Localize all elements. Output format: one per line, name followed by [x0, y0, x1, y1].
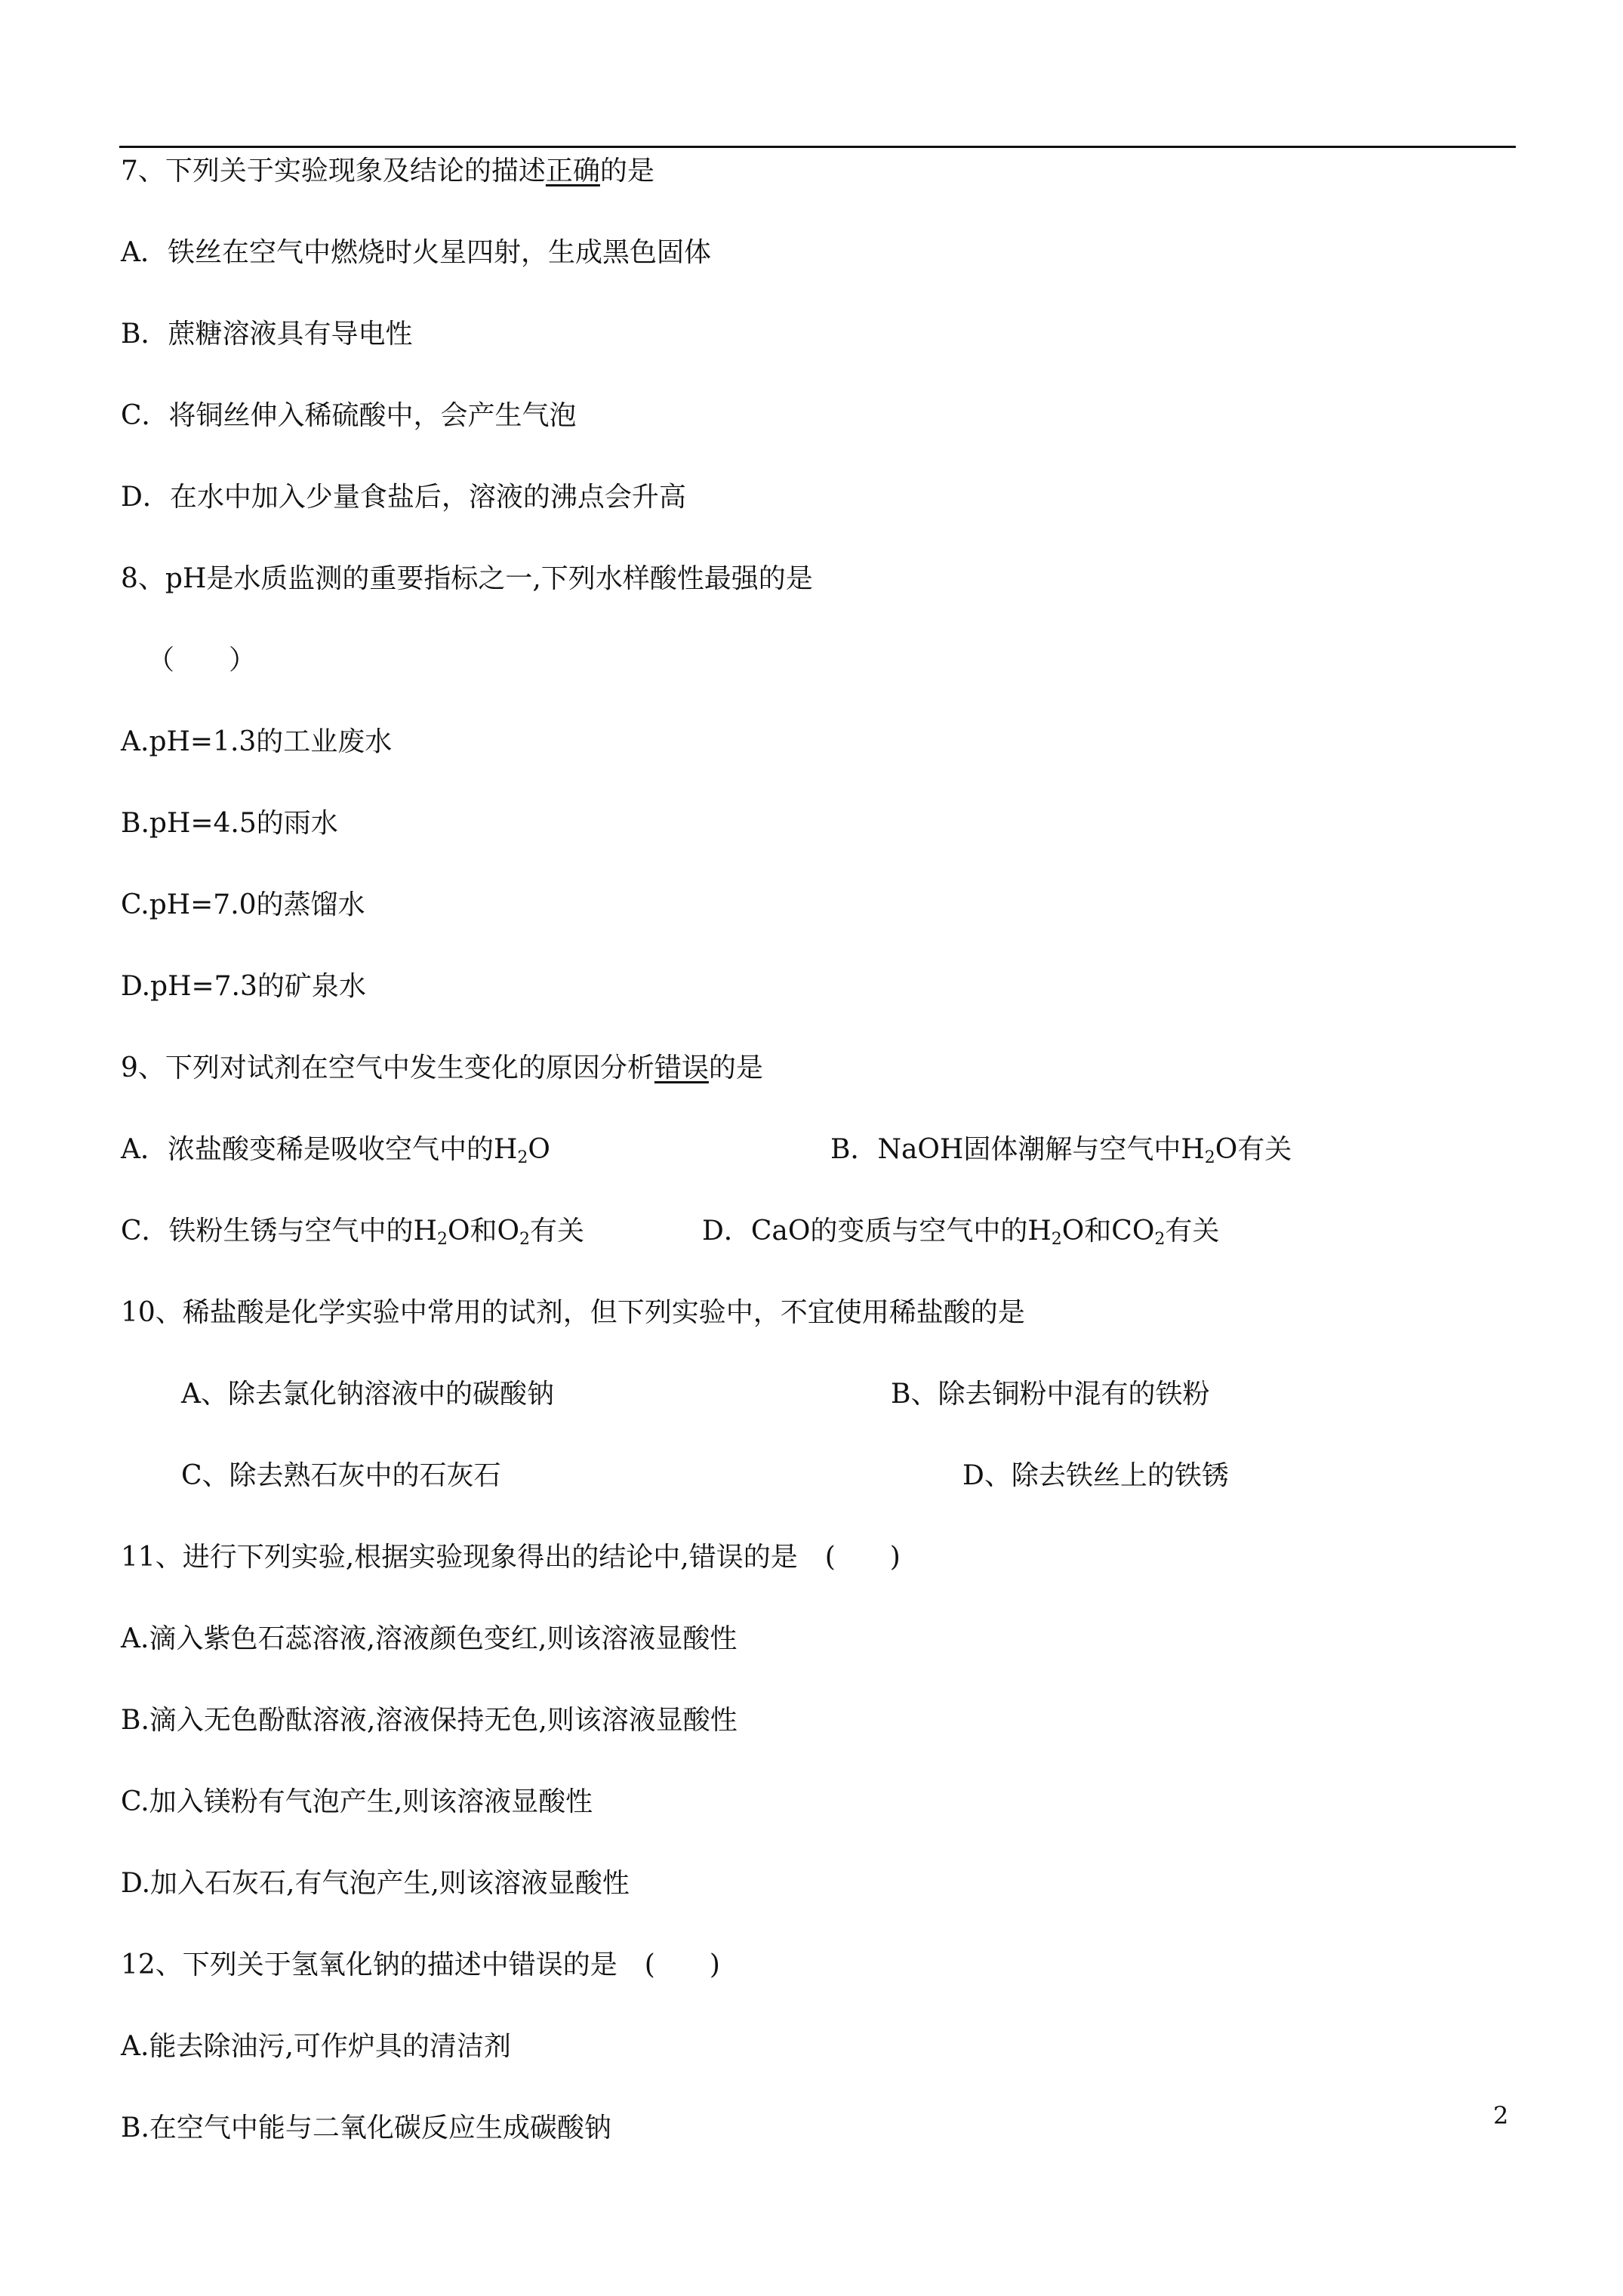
q9-stem-end: 的是	[708, 1052, 763, 1083]
q7-option-c: C．将铜丝伸入稀硫酸中，会产生气泡	[121, 400, 577, 431]
q7-stem-end: 的是	[599, 156, 654, 186]
q9-option-c	[121, 1215, 584, 1248]
q9-stem	[121, 1052, 763, 1085]
q9-a-sub: 2	[517, 1148, 528, 1167]
q12-option-b: B.在空气中能与二氧化碳反应生成碳酸钠	[121, 2113, 611, 2143]
q9-stem-emphasis: 错误	[654, 1052, 709, 1083]
q11-option-d: D.加入石灰石,有气泡产生,则该溶液显酸性	[121, 1868, 630, 1899]
q8-option-b: B.pH=4.5的雨水	[121, 808, 338, 839]
q7-stem	[121, 155, 654, 188]
q9-c-mid: O和O	[447, 1216, 519, 1247]
q9-c-text: C．铁粉生锈与空气中的H	[121, 1216, 437, 1247]
q11-option-b: B.滴入无色酚酞溶液,溶液保持无色,则该溶液显酸性	[121, 1705, 738, 1736]
q9-c-end: 有关	[529, 1216, 584, 1247]
q9-c-sub2: 2	[519, 1230, 530, 1249]
q10-stem: 10、稀盐酸是化学实验中常用的试剂，但下列实验中，不宜使用稀盐酸的是	[121, 1297, 1025, 1328]
q11-stem: 11、进行下列实验,根据实验现象得出的结论中,错误的是 ( )	[121, 1542, 901, 1573]
q8-stem: 8、pH是水质监测的重要指标之一,下列水样酸性最强的是	[121, 563, 813, 594]
q8-option-d: D.pH=7.3的矿泉水	[121, 971, 366, 1002]
q7-option-b: B．蔗糖溶液具有导电性	[121, 319, 413, 350]
q8-option-c: C.pH=7.0的蒸馏水	[121, 889, 365, 920]
q7-option-a: A．铁丝在空气中燃烧时火星四射，生成黑色固体	[121, 237, 711, 268]
q9-c-sub1: 2	[436, 1230, 448, 1249]
q8-answer-blank: （ ）	[147, 645, 257, 676]
q9-a-end: O	[528, 1134, 550, 1165]
q9-b-sub: 2	[1204, 1148, 1215, 1167]
q12-stem: 12、下列关于氢氧化钠的描述中错误的是 ( )	[121, 1949, 720, 1980]
header-rule	[119, 146, 1516, 148]
q10-option-a: A、除去氯化钠溶液中的碳酸钠	[181, 1379, 554, 1410]
q7-option-d: D．在水中加入少量食盐后，溶液的沸点会升高	[121, 482, 686, 513]
q9-option-d	[702, 1215, 1219, 1248]
q8-option-a: A.pH=1.3的工业废水	[121, 726, 393, 757]
q9-stem-text: 9、下列对试剂在空气中发生变化的原因分析	[121, 1052, 654, 1083]
q9-option-b	[830, 1133, 1292, 1166]
q11-option-a: A.滴入紫色石蕊溶液,溶液颜色变红,则该溶液显酸性	[121, 1623, 738, 1654]
q7-stem-text: 7、下列关于实验现象及结论的描述	[121, 156, 546, 186]
page-number: 2	[1493, 2101, 1509, 2130]
q9-d-sub1: 2	[1051, 1230, 1062, 1249]
q12-option-a: A.能去除油污,可作炉具的清洁剂	[121, 2031, 511, 2062]
q11-option-c: C.加入镁粉有气泡产生,则该溶液显酸性	[121, 1786, 593, 1817]
q9-a-text: A．浓盐酸变稀是吸收空气中的H	[121, 1134, 518, 1165]
q7-stem-emphasis: 正确	[545, 156, 600, 186]
q9-option-a	[121, 1133, 550, 1166]
q10-option-d: D、除去铁丝上的铁锈	[962, 1460, 1229, 1491]
q10-option-b: B、除去铜粉中混有的铁粉	[891, 1379, 1210, 1410]
q9-b-text: B．NaOH固体潮解与空气中H	[830, 1134, 1205, 1165]
q10-option-c: C、除去熟石灰中的石灰石	[181, 1460, 501, 1491]
q9-d-sub2: 2	[1154, 1230, 1166, 1249]
q9-d-text: D．CaO的变质与空气中的H	[702, 1216, 1052, 1247]
q9-d-mid: O和CO	[1061, 1216, 1155, 1247]
q9-b-end: O有关	[1215, 1134, 1292, 1165]
q9-d-end: 有关	[1165, 1216, 1220, 1247]
